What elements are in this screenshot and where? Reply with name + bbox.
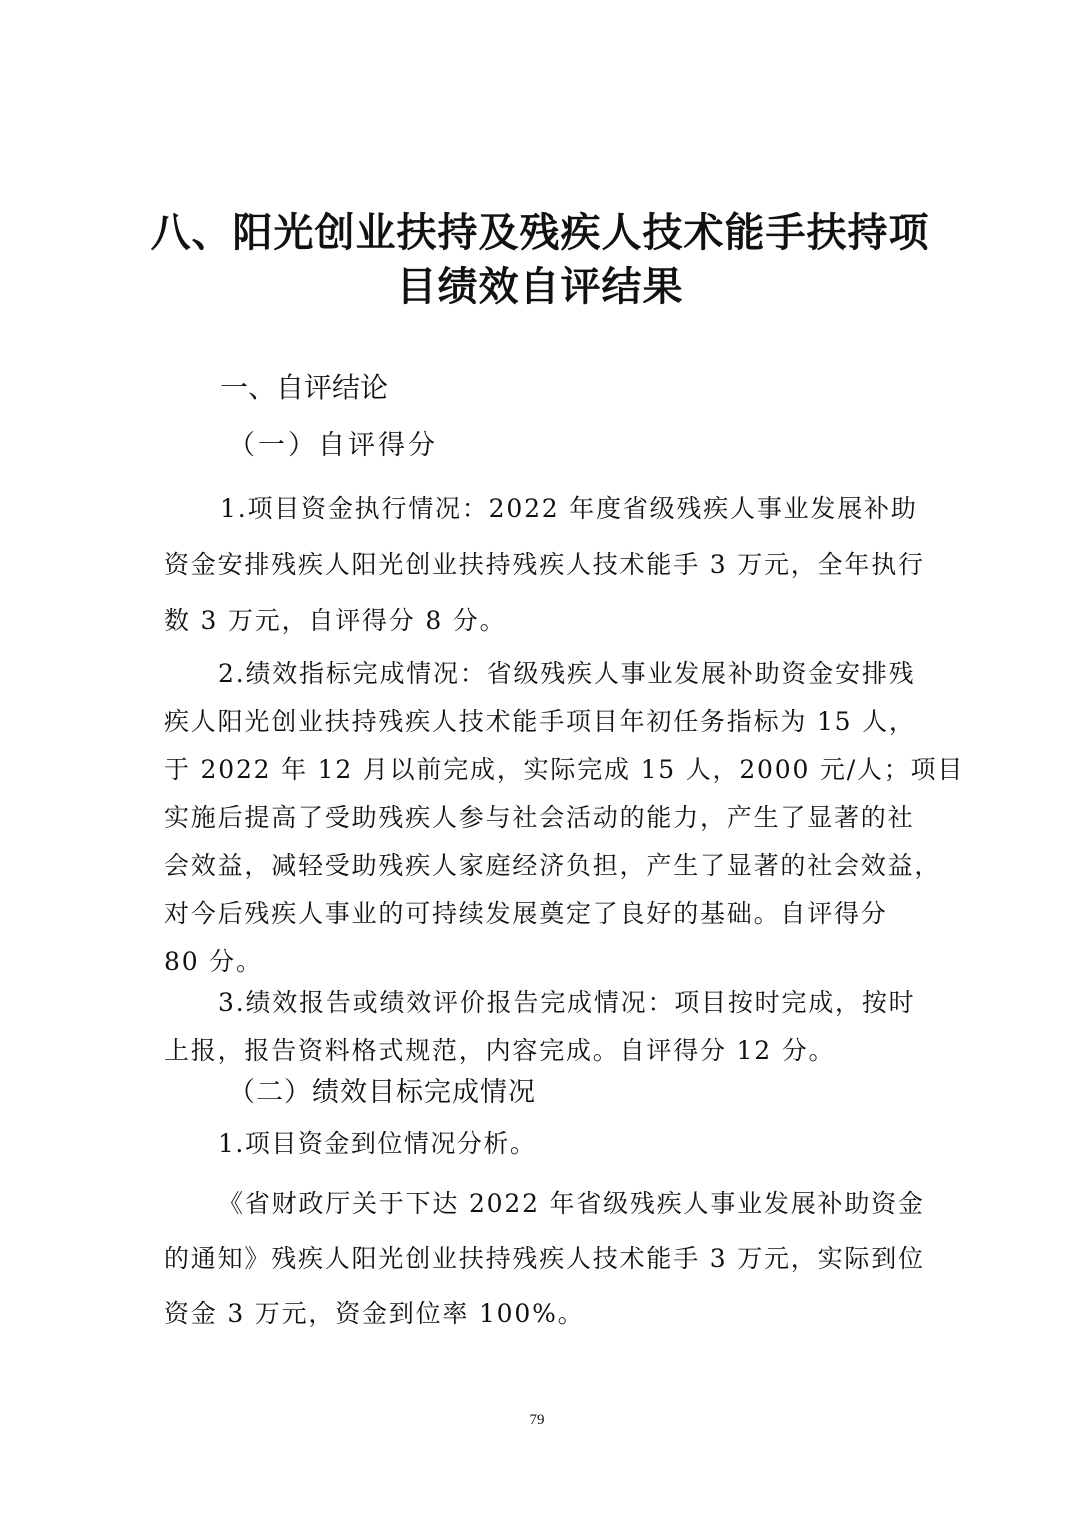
- paragraph-line: 《省财政厅关于下达 2022 年省级残疾人事业发展补助资金: [218, 1189, 925, 1218]
- paragraph-line: 资金 3 万元，资金到位率 100%。: [164, 1299, 585, 1328]
- paragraph-line: 数 3 万元，自评得分 8 分。: [164, 606, 507, 635]
- document-title-line-1: 八、阳光创业扶持及残疾人技术能手扶持项: [150, 209, 930, 256]
- list-item-fund-arrival: 1.项目资金到位情况分析。: [218, 1129, 537, 1158]
- paragraph-indicator-completion: [164, 650, 965, 986]
- paragraph-report-completion: [164, 979, 914, 1075]
- paragraph-line: 1.项目资金执行情况：2022 年度省级残疾人事业发展补助: [220, 494, 918, 523]
- subsection-heading-score: （一）自评得分: [228, 430, 438, 461]
- paragraph-line: 会效益，减轻受助残疾人家庭经济负担，产生了显著的社会效益，: [164, 851, 942, 880]
- paragraph-line: 资金安排残疾人阳光创业扶持残疾人技术能手 3 万元，全年执行: [164, 550, 925, 579]
- paragraph-line: 实施后提高了受助残疾人参与社会活动的能力，产生了显著的社: [164, 803, 915, 832]
- paragraph-line: 2.绩效指标完成情况：省级残疾人事业发展补助资金安排残: [218, 659, 916, 688]
- page-number: 79: [529, 1412, 545, 1428]
- paragraph-line: 3.绩效报告或绩效评价报告完成情况：项目按时完成，按时: [218, 988, 916, 1017]
- paragraph-line: 80 分。: [164, 947, 263, 976]
- paragraph-fund-execution: [164, 481, 925, 649]
- paragraph-line: 上报，报告资料格式规范，内容完成。自评得分 12 分。: [164, 1036, 836, 1065]
- paragraph-line: 于 2022 年 12 月以前完成，实际完成 15 人，2000 元/人；项目: [164, 755, 965, 784]
- subsection-heading-target-completion: （二）绩效目标完成情况: [228, 1077, 536, 1108]
- paragraph-fund-arrival: [164, 1176, 925, 1341]
- paragraph-line: 的通知》残疾人阳光创业扶持残疾人技术能手 3 万元，实际到位: [164, 1244, 925, 1273]
- paragraph-line: 对今后残疾人事业的可持续发展奠定了良好的基础。自评得分: [164, 899, 888, 928]
- paragraph-line: 疾人阳光创业扶持残疾人技术能手项目年初任务指标为 15 人，: [164, 707, 916, 736]
- section-heading-conclusion: 一、自评结论: [220, 371, 389, 404]
- document-title-line-2: 目绩效自评结果: [396, 263, 684, 310]
